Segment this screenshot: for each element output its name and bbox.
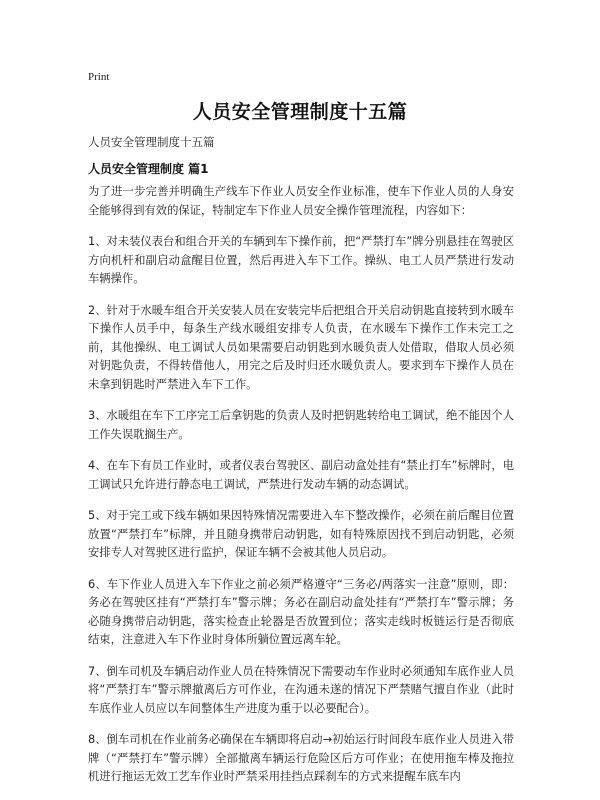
section-heading: 人员安全管理制度 篇1 bbox=[88, 162, 209, 176]
paragraph-5: 5、对于完工或下线车辆如果因特殊情况需要进入车下整改操作，必须在前后醒目位置放置“严禁打车”标牌，并且随身携带启动钥匙，如有特殊原因找不到启动钥匙，必须安排专人对驾驶区进行监护，保证车辆不会被其他人员启动。 bbox=[88, 509, 514, 559]
paragraph-intro: 为了进一步完善并明确生产线车下作业人员安全作业标准，使车下作业人员的人身安全能够得到有效的保证，特制定车下作业人员安全操作管理流程，内容如下： bbox=[88, 185, 514, 217]
paragraph-8: 8、倒车司机在作业前务必确保在车辆即将启动→初始运行时间段车底作业人员进入带牌（“严禁打车”警示牌）全部撤离车辆运行危险区后方可作业；在使用拖车棒及拖拉机进行拖运无效工艺车作业时严禁采用挂挡点踩刹车的方式来提醒车底车内 bbox=[88, 733, 514, 783]
document-body bbox=[88, 183, 514, 800]
paragraph-4: 4、在车下有员工作业时，或者仪表台驾驶区、副启动盒处挂有“禁止打车”标牌时，电工调试只允许进行静态电工调试，严禁进行发动车辆的动态调试。 bbox=[88, 459, 514, 491]
page-title: 人员安全管理制度十五篇 bbox=[192, 101, 408, 123]
paragraph-1: 1、对未装仪表台和组合开关的车辆到车下操作前，把“严禁打车”牌分别悬挂在驾驶区方向机杆和副启动盒醒目位置，然后再进入车下工作。操纵、电工人员严禁进行发动车辆操作。 bbox=[88, 235, 514, 285]
paragraph-7: 7、倒车司机及车辆启动作业人员在特殊情况下需要动车作业时必须通知车底作业人员将“严禁打车”警示牌撤离后方可作业，在沟通未遂的情况下严禁赌气擅自作业（此时车底作业人员应以车间整体生产进度为重于以必要配合）。 bbox=[88, 664, 514, 715]
paragraph-6: 6、车下作业人员进入车下作业之前必须严格遵守“三务必/两落实一注意”原则，即：务必在驾驶区挂有“严禁打车”警示牌；务必在副启动盒处挂有“严禁打车”警示牌；务必随身携带启动钥匙，落实检查止轮器是否放置到位；落实走线时板链运行是否彻底结束，注意进入车下作业时身体所躺位置远离车轮。 bbox=[88, 577, 514, 646]
document-subtitle: 人员安全管理制度十五篇 bbox=[88, 135, 215, 149]
paragraph-3: 3、水暖组在车下工序完工后拿钥匙的负责人及时把钥匙转给电工调试，绝不能因个人工作失误耽搁生产。 bbox=[88, 409, 514, 441]
print-link[interactable]: Print bbox=[88, 71, 110, 83]
paragraph-2: 2、针对于水暖车组合开关安装人员在安装完毕后把组合开关启动钥匙直接转到水暖车下操作人员手中，每条生产线水暖组安排专人负责，在水暖车下操作工作未完工之前，其他操纵、电工调试人员如果需要启动钥匙到水暖负责人处借取，借取人员必须对钥匙负责，不得转借他人，用完之后及时归还水暖负责人。要求到车下操作人员在未拿到钥匙时严禁进入车下工作。 bbox=[88, 303, 514, 391]
